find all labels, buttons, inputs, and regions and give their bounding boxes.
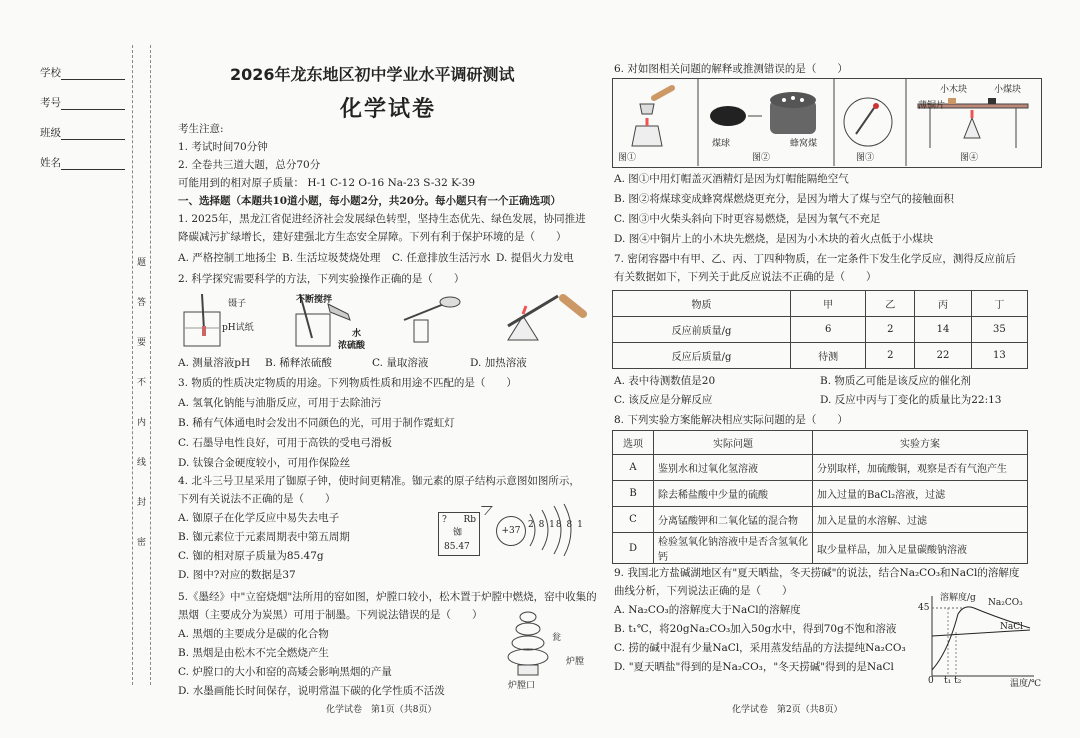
table-header: 乙 <box>866 291 915 317</box>
q7-option-c: C. 该反应是分解反应 <box>614 394 713 406</box>
seal-line-1 <box>132 45 133 685</box>
subject-title: 化学试卷 <box>340 97 437 122</box>
page-footer: 化学试卷 第2页（共8页） <box>732 705 843 715</box>
q7-option-d: D. 反应中丙与丁变化的质量比为22:13 <box>820 394 1002 406</box>
field-name: 姓名 <box>40 156 125 170</box>
q2-label: pH试纸 <box>222 323 254 333</box>
q7-stem: 7. 密闭容器中有甲、乙、丙、丁四种物质，在一定条件下发生化学反应，测得反应前后 <box>614 253 1016 265</box>
chart-ylabel: 溶解度/g <box>940 593 976 603</box>
notes-heading: 考生注意: <box>178 123 224 135</box>
notes-item: 2. 全卷共三道大题，总分70分 <box>178 159 321 171</box>
q2-option-d: D. 加热溶液 <box>470 357 527 369</box>
table-cell: 除去稀盐酸中少量的硫酸 <box>654 481 813 507</box>
wood-label: 小煤块 <box>994 85 1022 95</box>
cell-3d-edge <box>474 506 493 515</box>
table-header: 选项 <box>613 431 654 455</box>
chart-ytick: 45 <box>918 603 930 613</box>
table-cell: 待测 <box>791 343 866 369</box>
q8-table <box>612 430 1028 564</box>
table-cell: C <box>613 507 654 533</box>
table-cell: 13 <box>971 343 1027 369</box>
legend-nacl: NaCl <box>1000 622 1024 632</box>
q9-option-d: D. "夏天晒盐"得到的是Na₂CO₃，"冬天捞碱"得到的是NaCl <box>614 661 894 673</box>
table-cell: D <box>613 533 654 564</box>
table-cell: 分离锰酸钾和二氧化锰的混合物 <box>654 507 813 533</box>
table-cell: 22 <box>915 343 971 369</box>
kiln-figure <box>500 605 560 680</box>
q7-option-a: A. 表中待测数值是20 <box>614 375 716 387</box>
q1-option-c: C. 任意排放生活污水 <box>392 252 491 264</box>
q9-option-b: B. t₁℃，将20gNa₂CO₃加入50g水中，得到70g不饱和溶液 <box>614 623 897 635</box>
seal-char: 要 <box>137 338 147 348</box>
table-cell: 加入足量的水溶解、过滤 <box>813 507 1028 533</box>
q3-option-c: C. 石墨导电性良好，可用于高铁的受电弓滑板 <box>178 437 392 449</box>
legend-na2co3: Na₂CO₃ <box>988 598 1023 608</box>
q1-stem: 降碳减污扩绿增长，建好建强北方生态安全屏障。下列有利于保护环境的是（ ） <box>178 231 567 243</box>
element-cell: ? Rb 铷 85.47 <box>438 512 480 556</box>
table-header: 实际问题 <box>654 431 813 455</box>
q4-stem: 下列有关说法不正确的是（ ） <box>178 493 336 505</box>
table-header: 丙 <box>915 291 971 317</box>
table-cell: A <box>613 455 654 481</box>
chart-xticks: t₁ t₂ <box>944 676 962 686</box>
table-cell: 鉴别水和过氧化氢溶液 <box>654 455 813 481</box>
electron-shells: 2 8 18 8 1 <box>528 520 584 530</box>
q4-option-b: B. 铷元素位于元素周期表中第五周期 <box>178 531 350 543</box>
table-header: 物质 <box>613 291 791 317</box>
q5-stem: 5.《墨经》中"立窑烧烟"法所用的窑如图，炉膛口较小，松木置于炉膛中燃烧，窑中收集的 <box>178 591 597 603</box>
q5-option-a: A. 黑烟的主要成分是碳的化合物 <box>178 628 329 640</box>
q5-stem: 黑烟（主要成分为炭黑）可用于制墨。下列说法错误的是（ ） <box>178 609 483 621</box>
q6-stem: 6. 对如图相关问题的解释或推测错误的是（ ） <box>614 63 848 75</box>
q2-option-a: A. 测量溶液pH <box>178 357 251 369</box>
wood-label: 小木块 <box>940 85 968 95</box>
shell-arcs <box>520 500 580 560</box>
q7-option-b: B. 物质乙可能是该反应的催化剂 <box>820 375 971 387</box>
seal-line-2 <box>150 45 151 685</box>
table-cell: 分别取样，加硫酸铜，观察是否有气泡产生 <box>813 455 1028 481</box>
exam-title: 2026年龙东地区初中学业水平调研测试 <box>230 65 515 84</box>
table-cell: 检验氢氧化钠溶液中是否含氢氧化钙 <box>654 533 813 564</box>
coal-label: 蜂窝煤 <box>790 139 818 149</box>
table-cell: B <box>613 481 654 507</box>
table-cell: 14 <box>915 317 971 343</box>
field-exam-number: 考号 <box>40 96 125 110</box>
table-header: 丁 <box>971 291 1027 317</box>
q1-stem: 1. 2025年，黑龙江省促进经济社会发展绿色转型，坚持生态优先、绿色发展，协同推进 <box>178 213 586 225</box>
q1-option-a: A. 严格控制工地扬尘 <box>178 252 277 264</box>
q4-option-c: C. 铷的相对原子质量为85.47g <box>178 550 324 562</box>
q3-stem: 3. 物质的性质决定物质的用途。下列物质性质和用途不匹配的是（ ） <box>178 377 517 389</box>
q9-stem: 9. 我国北方盐碱湖地区有"夏天晒盐，冬天捞碱"的说法，结合Na₂CO₃和NaCl的溶解度 <box>614 567 1020 579</box>
fig-label: 图③ <box>856 153 875 163</box>
table-header: 实验方案 <box>813 431 1028 455</box>
page-footer: 化学试卷 第1页（共8页） <box>326 705 437 715</box>
seal-char: 线 <box>137 458 147 468</box>
q6-option-a: A. 图①中用灯帽盖灭酒精灯是因为灯帽能隔绝空气 <box>614 173 849 185</box>
table-cell: 6 <box>791 317 866 343</box>
table-cell: 2 <box>866 343 915 369</box>
fig-label: 图① <box>618 153 637 163</box>
q7-table <box>612 290 1028 369</box>
table-cell: 2 <box>866 317 915 343</box>
table-cell: 加入过量的BaCl₂溶液，过滤 <box>813 481 1028 507</box>
q3-option-b: B. 稀有气体通电时会发出不同颜色的光，可用于制作霓虹灯 <box>178 417 455 429</box>
q2-option-c: C. 量取溶液 <box>372 357 429 369</box>
q4-option-d: D. 图中?对应的数据是37 <box>178 569 296 581</box>
q8-stem: 8. 下列实验方案能解决相应实际问题的是（ ） <box>614 414 848 426</box>
q2-label: 镊子 <box>228 299 247 309</box>
field-class: 班级 <box>40 126 125 140</box>
q6-option-b: B. 图②将煤球变成蜂窝煤燃烧更充分，是因为增大了煤与空气的接触面积 <box>614 193 954 205</box>
seal-char: 密 <box>137 538 147 548</box>
q2-label: 水 <box>352 329 362 339</box>
field-school: 学校 <box>40 66 125 80</box>
chart-xlabel: 温度/℃ <box>1010 679 1042 689</box>
q6-option-c: C. 图③中火柴头斜向下时更容易燃烧，是因为氧气不充足 <box>614 213 881 225</box>
atomic-masses: 可能用到的相对原子质量： H-1 C-12 O-16 Na-23 S-32 K-39 <box>178 177 476 189</box>
q9-stem: 曲线分析，下列说法正确的是（ ） <box>614 585 793 597</box>
q2-label: 浓硫酸 <box>338 341 366 351</box>
copper-label: 薄铜片 <box>918 101 946 111</box>
seal-char: 题 <box>137 258 147 268</box>
na2co3-curve <box>932 607 1030 670</box>
seal-char: 不 <box>137 378 147 388</box>
section-heading: 一、选择题（本题共10道小题，每小题2分，共20分。每小题只有一个正确选项） <box>178 195 562 207</box>
kiln-label: 炉膛口 <box>508 681 536 691</box>
table-cell: 反应后质量/g <box>613 343 791 369</box>
table-cell: 35 <box>971 317 1027 343</box>
q9-option-c: C. 捞的碱中混有少量NaCl，采用蒸发结晶的方法提纯Na₂CO₃ <box>614 642 906 654</box>
q5-option-b: B. 黑烟是由松木不完全燃烧产生 <box>178 647 329 659</box>
q1-option-b: B. 生活垃圾焚烧处理 <box>282 252 381 264</box>
q3-option-a: A. 氢氧化钠能与油脂反应，可用于去除油污 <box>178 397 382 409</box>
q2-stem: 2. 科学探究需要科学的方法，下列实验操作正确的是（ ） <box>178 273 465 285</box>
fig-label: 图④ <box>960 153 979 163</box>
q1-option-d: D. 提倡火力发电 <box>496 252 574 264</box>
notes-item: 1. 考试时间70分钟 <box>178 141 268 153</box>
seal-char: 封 <box>137 498 147 508</box>
seal-char: 答 <box>137 298 147 308</box>
q2-option-b: B. 稀释浓硫酸 <box>265 357 332 369</box>
q4-option-a: A. 铷原子在化学反应中易失去电子 <box>178 512 340 524</box>
table-cell: 反应前质量/g <box>613 317 791 343</box>
table-cell: 取少量样品，加入足量碳酸钠溶液 <box>813 533 1028 564</box>
q6-option-d: D. 图④中铜片上的小木块先燃烧，是因为小木块的着火点低于小煤块 <box>614 233 934 245</box>
q2-label: 不断搅拌 <box>296 295 333 305</box>
table-header: 甲 <box>791 291 866 317</box>
q9-option-a: A. Na₂CO₃的溶解度大于NaCl的溶解度 <box>614 604 801 616</box>
kiln-label: 瓮 <box>552 633 562 643</box>
kiln-label: 炉膛 <box>566 657 585 667</box>
coal-label: 煤球 <box>712 139 731 149</box>
q3-option-d: D. 钛镍合金硬度较小，可用作保险丝 <box>178 457 351 469</box>
seal-char: 内 <box>137 418 147 428</box>
q7-stem: 有关数据如下，下列关于此反应说法不正确的是（ ） <box>614 271 877 283</box>
nucleus: +37 <box>496 516 526 546</box>
q5-option-c: C. 炉膛口的大小和窑的高矮会影响黑烟的产量 <box>178 666 392 678</box>
q5-option-d: D. 水墨画能长时间保存，说明常温下碳的化学性质不活泼 <box>178 685 445 697</box>
chart-origin: 0 <box>928 676 934 686</box>
q4-stem: 4. 北斗三号卫星采用了铷原子钟，使时间更精准。铷元素的原子结构示意图如图所示， <box>178 475 580 487</box>
fig-label: 图② <box>752 153 771 163</box>
